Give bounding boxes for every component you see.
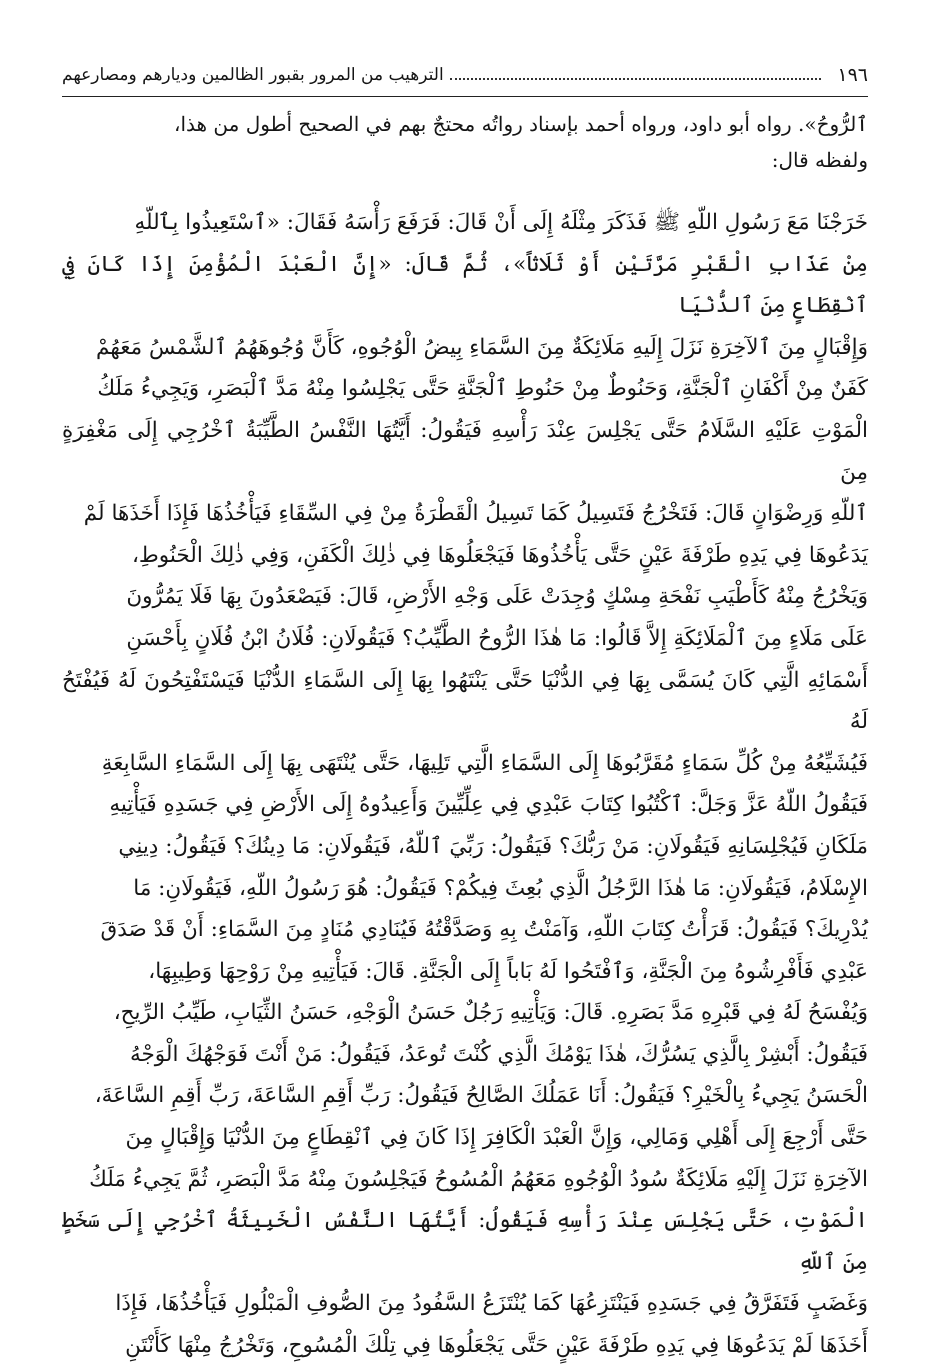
text-line: الإِسْلَامُ، فَيَقُولَانِ: مَا هٰذَا الرَّجُلُ الَّذِي بُعِثَ فِيكُمْ؟ فَيَقُولُ: هُوَ رَسُولُ اللّهِ، فَيَقُولَانِ: مَا bbox=[133, 875, 868, 901]
text-line: يَدَعُوهَا فِي يَدِهِ طَرْفَةَ عَيْنٍ حَتَّى يَأْخُذُوهَا فَيَجْعَلُوهَا فِي ذٰلِكَ الْكَفَنِ، وَفِي ذٰلِكَ الْحَنُوطِ، bbox=[131, 542, 868, 568]
text-line: فَيَقُولُ اللّهُ عَزَّ وَجَلَّ: ٱكْتُبُوا كِتَابَ عَبْدِي فِي عِلِّيِّينَ وَأَعِيدُوهُ إِلَى الأَرْضِ فِي جَسَدِهِ فَيَأْتِيهِ bbox=[109, 792, 868, 818]
running-header bbox=[62, 60, 868, 90]
text-line: الْمَوْتِ عَلَيْهِ السَّلَامُ حَتَّى يَجْلِسَ عِنْدَ رَأْسِهِ فَيَقُولُ: أَيَّتُهَا النَّفْسُ الطَّيِّبَةُ ٱخْرُجِي إِلَى مَغْفِرَةٍ مِنَ bbox=[62, 417, 868, 485]
header-dotted-leader bbox=[450, 78, 822, 80]
text-line: أَسْمَائِهِ الَّتِي كَانَ يُسَمَّى بِهَا فِي الدُّنْيَا حَتَّى يَنْتَهُوا بِهَا إِلَى السَّمَاءِ الدُّنْيَا فَيَسْتَفْتِحُونَ لَهُ فَيُفْتَحُ لَهُ bbox=[62, 667, 868, 735]
text-line: الْحَسَنُ يَجِيءُ بِالْخَيْرِ؟ فَيَقُولُ: أَنَا عَمَلُكَ الصَّالِحُ فَيَقُولُ: رَبِّ أَقِمِ السَّاعَةَ، رَبِّ أَقِمِ السَّاعَةَ، bbox=[94, 1083, 868, 1109]
hadith-text bbox=[62, 202, 868, 1367]
header-rule bbox=[62, 96, 868, 97]
text-line: مَلَكَانِ فَيُجْلِسَانِهِ فَيَقُولَانِ: مَنْ رَبُّكَ؟ فَيَقُولُ: رَبِّيَ ٱللّهُ، فَيَقُولَانِ: مَا دِينُكَ؟ فَيَقُولُ: دِينِي bbox=[118, 833, 868, 859]
page-body bbox=[62, 106, 868, 1367]
text-line: عَبْدِي فَأَفْرِشُوهُ مِنَ الْجَنَّةِ، وَٱفْتَحُوا لَهُ بَاباً إِلَى الْجَنَّةِ. قَالَ: فَيَأْتِيهِ مِنْ رَوْحِهَا وَطِيبِهَا، bbox=[148, 958, 868, 984]
text-line: وَإِقْبَالٍ مِنَ ٱلآخِرَةِ نَزَلَ إِلَيهِ مَلَائِكَةٌ مِنَ السَّمَاءِ بِيضُ الْوُجُوهِ، كَأَنَّ وُجُوهَهُمُ ٱلشَّمْسُ مَعَهُمْ bbox=[96, 334, 868, 360]
text-line: الآخِرَةِ نَزَلَ إِلَيْهِ مَلَائِكَةٌ سُودُ الْوُجُوهِ مَعَهُمُ الْمُسُوحُ فَيَجْلِسُونَ مِنْهُ مَدَّ الْبَصَرِ، ثُمَّ يَجِيءُ مَلَكُ bbox=[89, 1166, 868, 1192]
text-line: وَغَضَبٍ فَتَفَرَّقُ فِي جَسَدِهِ فَيَنْتَزِعُهَا كَمَا يُنْتَزَعُ السَّفُودُ مِنَ الصُّوفِ الْمَبْلُولِ فَيَأْخُذُهَا، فَإِذَا bbox=[115, 1291, 868, 1317]
text-line: ٱلرُّوحُ». رواه أبو داود، ورواه أحمد بإسناد رواتُه محتجٌ بهم في الصحيح أطول من هذا، bbox=[174, 112, 868, 136]
text-line: خَرَجْنَا مَعَ رَسُولِ اللّهِ ﷺ فَذَكَرَ مِثْلَهُ إِلَى أَنْ قَالَ: فَرَفَعَ رَأْسَهُ فَقَالَ: «ٱسْتَعِيذُوا بِٱللّهِ bbox=[134, 210, 868, 235]
intro-paragraph bbox=[62, 106, 868, 178]
text-line: فَيُشَيِّعُهُ مِنْ كُلِّ سَمَاءٍ مُقَرَّبُوهَا إِلَى السَّمَاءِ الَّتِي تَلِيهَا، حَتَّى يُنْتَهَى بِهَا إِلَى السَّمَاءِ السَّابِعَةِ bbox=[101, 750, 868, 776]
text-line: وَيَخْرُجُ مِنْهُ كَأَطْيَبِ نَفْحَةِ مِسْكٍ وُجِدَتْ عَلَى وَجْهِ الأَرْضِ، قَالَ: فَيَصْعَدُونَ بِهَا فَلَا يَمُرُّونَ bbox=[126, 584, 868, 610]
text-line: مِنْ عَذَابِ الْقَبْرِ مَرَّتَيْنِ أَوْ ثَلَاثاً»، ثُمَّ قَالَ: «إِنَّ الْعَبْدَ الْمُؤْمِنَ إِذَا كَانَ فِي ٱنْقِطَاعٍ مِنَ ٱلدُّنْيَا bbox=[62, 251, 868, 319]
text-line: ولفظه قال: bbox=[771, 148, 868, 172]
page-number: ١٩٦ bbox=[837, 64, 868, 86]
text-line: حَتَّى أَرْجِعَ إِلَى أَهْلِي وَمَالِي، وَإِنَّ الْعَبْدَ الْكَافِرَ إِذَا كَانَ فِي ٱنْقِطَاعٍ مِنَ الدُّنْيَا وَإِقْبَالٍ مِنَ bbox=[125, 1125, 868, 1151]
text-line: أَخَذَهَا لَمْ يَدَعُوهَا فِي يَدِهِ طَرْفَةَ عَيْنٍ حَتَّى يَجْعَلُوهَا فِي تِلْكَ الْمُسُوحِ، وَتَخْرُجُ مِنْهَا كَأَنْتَنِ bbox=[125, 1333, 868, 1359]
text-line: فَيَقُولُ: أَبْشِرْ بِالَّذِي يَسُرُّكَ، هٰذَا يَوْمُكَ الَّذِي كُنْتَ تُوعَدُ، فَيَقُولُ: مَنْ أَنْتَ فَوَجْهُكَ الْوَجْهُ bbox=[129, 1041, 868, 1067]
text-line: يُدْرِيكَ؟ فَيَقُولُ: قَرَأْتُ كِتَابَ اللّهِ، وَآمَنْتُ بِهِ وَصَدَّقْتُهُ فَيُنَادِي مُنَادٍ مِنَ السَّمَاءِ: أَنْ قَدْ صَدَقَ bbox=[100, 917, 868, 943]
running-title: الترهيب من المرور بقبور الظالمين وديارهم ومصارعهم bbox=[62, 65, 444, 85]
text-line: كَفَنٌ مِنْ أَكْفَانِ ٱلْجَنَّةِ، وَحَنُوطٌ مِنْ حَنُوطِ ٱلْجَنَّةِ حَتَّى يَجْلِسُوا مِنْهُ مَدَّ ٱلْبَصَرِ، وَيَجِيءُ مَلَكُ bbox=[97, 376, 868, 402]
text-line: وَيُفْسَحُ لَهُ فِي قَبْرِهِ مَدَّ بَصَرِهِ. قَالَ: وَيَأْتِيهِ رَجُلٌ حَسَنُ الْوَجْهِ، حَسَنُ الثِّيَابِ، طَيِّبُ الرِّيحِ، bbox=[113, 1000, 868, 1026]
text-line: ٱللّهِ وَرِضْوَانٍ قَالَ: فَتَخْرُجُ فَتَسِيلُ كَمَا تَسِيلُ الْقَطْرَةُ مِنْ فِي السِّقَاءِ فَيَأْخُذُهَا فَإِذَا أَخَذَهَا لَمْ bbox=[83, 501, 868, 527]
text-line: عَلَى مَلَاءٍ مِنَ ٱلْمَلَائِكَةِ إِلاَّ قَالُوا: مَا هٰذَا الرُّوحُ الطَّيِّبُ؟ فَيَقُولَانِ: فُلَانُ ابْنُ فُلَانٍ بِأَحْسَنِ bbox=[126, 625, 868, 651]
text-line: الْمَوْتِ، حَتَّى يَجْلِسَ عِنْدَ رَأْسِهِ فَيَقُولُ: أَيَّتُهَا النَّفْسُ الْخَبِيثَةُ ٱخْرُجِي إِلَى سَخَطٍ مِنَ ٱللّهِ bbox=[62, 1208, 868, 1275]
